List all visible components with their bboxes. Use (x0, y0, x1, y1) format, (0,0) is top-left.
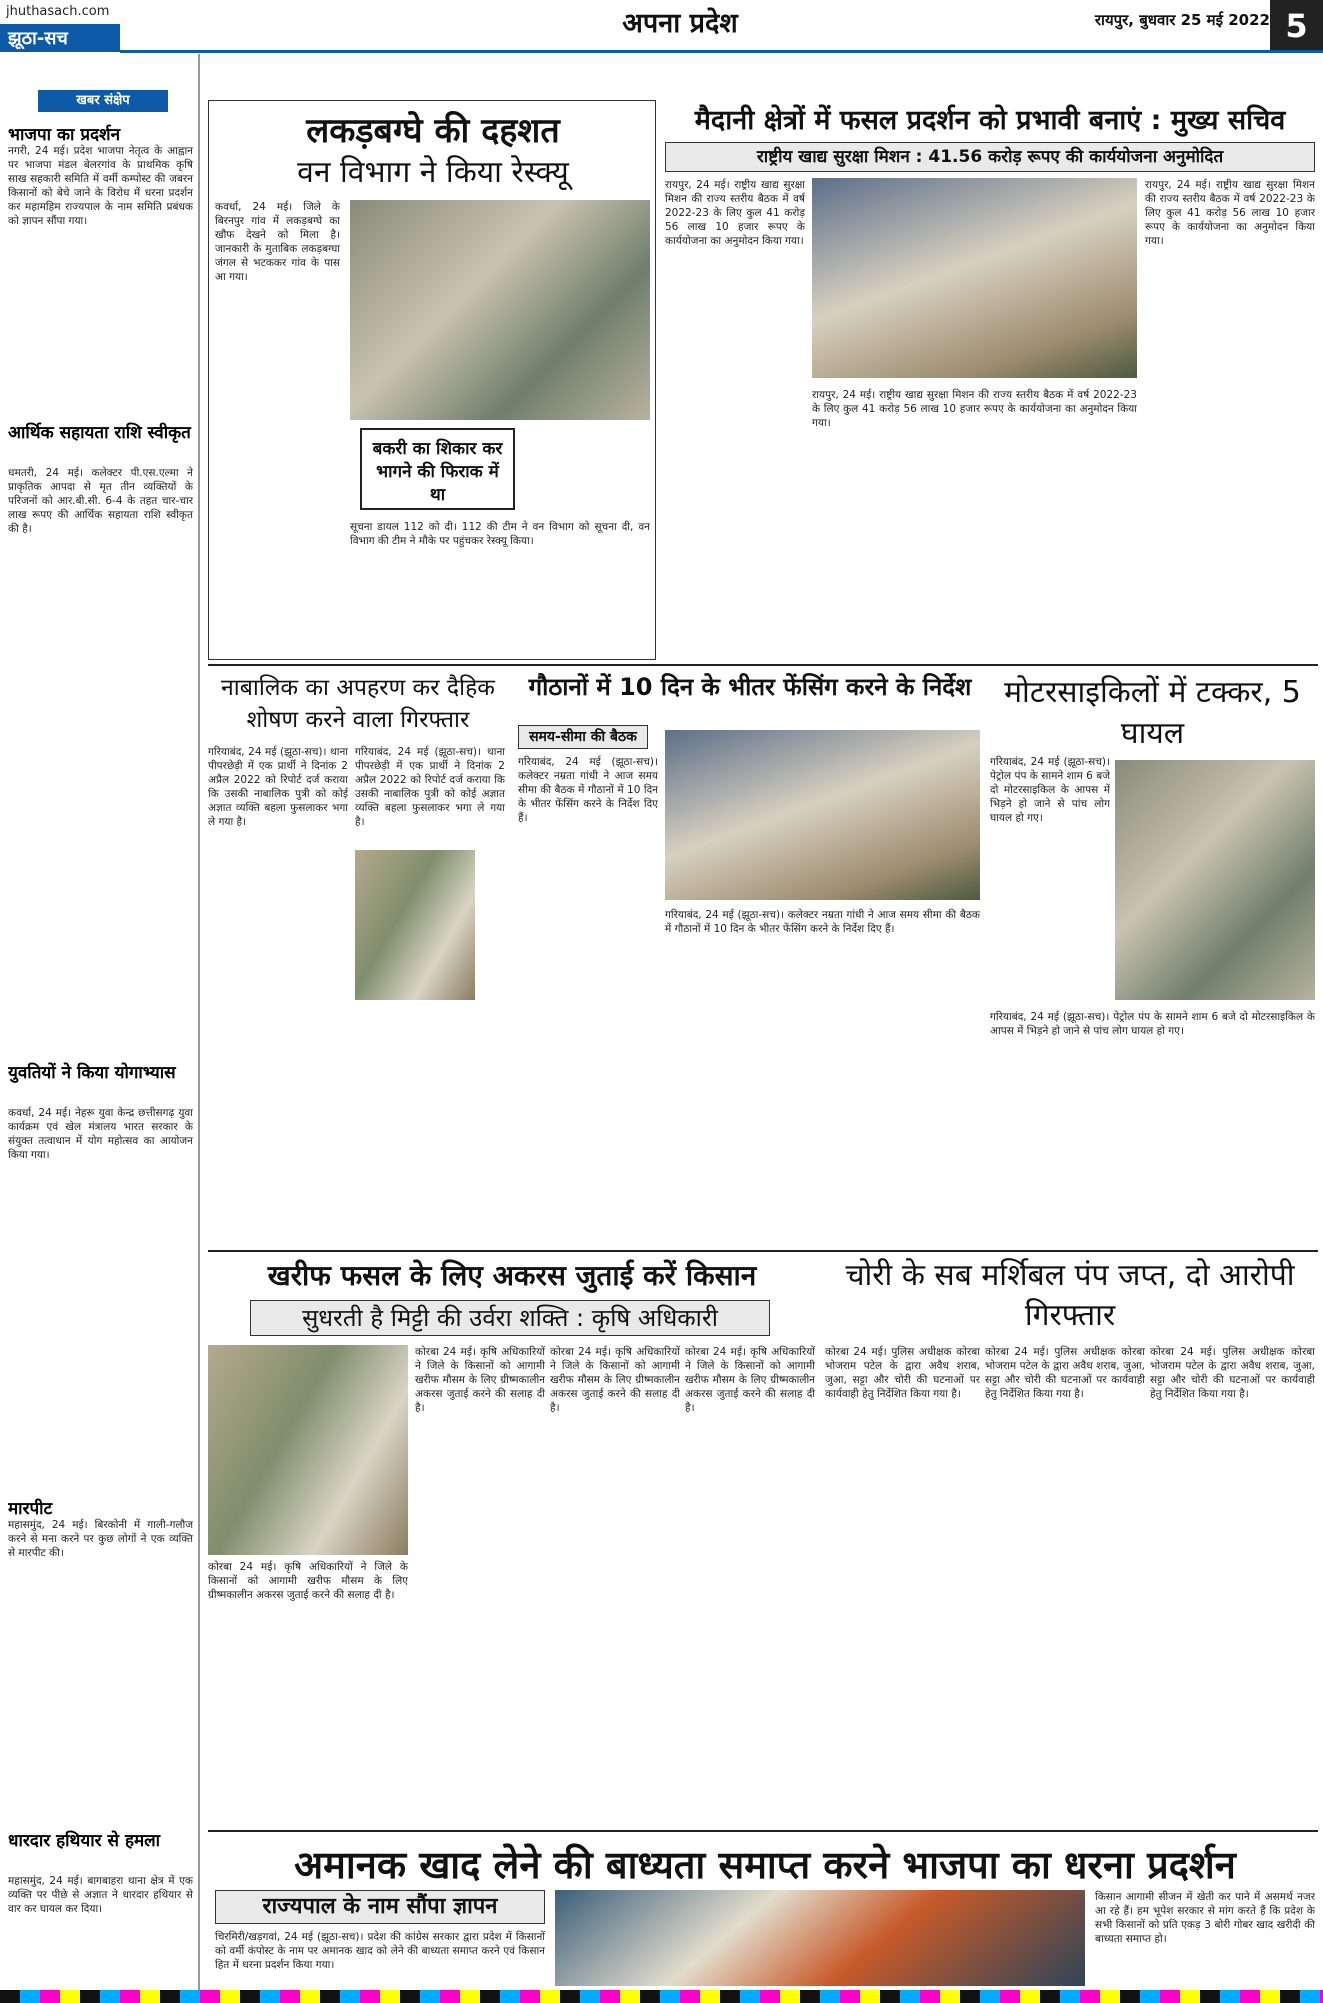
story-body: कोरबा 24 मई। कृषि अधिकारियों ने जिले के किसानों को आगामी खरीफ मौसम के लिए ग्रीष्मकालीन अकरस जुताई करने की सलाह दी है। (550, 1346, 680, 1414)
sidebar-item-body: कवर्धा, 24 मई। नेहरू युवा केन्द्र छत्तीसगढ़ युवा कार्यक्रम एवं खेल मंत्रालय भारत सरकार के संयुक्त तत्वाधान में योग महोत्सव का आयोजन किया गया। (8, 1107, 193, 1161)
sidebar-item-body: धमतरी, 24 मई। कलेक्टर पी.एस.एल्मा ने प्राकृतिक आपदा से मृत तीन व्यक्तियों के परिजनों को आर.बी.सी. 6-4 के तहत चार-चार लाख रूपए की आर्थिक सहायता राशि स्वीकृत की है। (8, 467, 193, 535)
ploughing-photo (208, 1345, 408, 1555)
callout-box: बकरी का शिकार कर भागने की फिराक में था (360, 428, 515, 510)
divider (208, 1830, 1318, 1832)
masthead-rule (120, 50, 1323, 53)
headline: खरीफ फसल के लिए अकरस जुताई करें किसान (267, 1259, 757, 1292)
sidebar-item-title: भाजपा का प्रदर्शन (8, 125, 121, 145)
subheadline: सुधरती है मिट्टी की उर्वरा शक्ति : कृषि अधिकारी (250, 1300, 770, 1336)
headline: मैदानी क्षेत्रों में फसल प्रदर्शन को प्रभावी बनाएं : मुख्य सचिव (694, 105, 1286, 136)
accident-photo (1115, 760, 1315, 1000)
page-number: 5 (1270, 0, 1323, 52)
story-body: कोरबा 24 मई। पुलिस अधीक्षक कोरबा भोजराम पटेल के द्वारा अवैध शराब, जुआ, सट्टा और चोरी की घटनाओं पर कार्यवाही हेतु निर्देशित किया गया है। (985, 1346, 1145, 1400)
headline: चोरी के सब मर्शिबल पंप जप्त, दो आरोपी गिरफ्तार (845, 1258, 1295, 1333)
story-body: गरियाबंद, 24 मई (झूठा-सच)। पेट्रोल पंप के सामने शाम 6 बजे दो मोटरसाइकिल के आपस में भिड़ने हो जाने से पांच लोग घायल हो गए। (990, 756, 1110, 824)
sidebar-item-title: मारपीट (8, 1499, 53, 1519)
story-body: गरियाबंद, 24 मई (झूठा-सच)। थाना पीपरछेड़ी में एक प्रार्थी ने दिनांक 2 अप्रैल 2022 को रिपोर्ट दर्ज कराया कि उसकी नाबालिक पुत्री को कोई अज्ञात व्यक्ति बहला फुसलाकर भगा ले गया है। (355, 746, 505, 828)
headline: गौठानों में 10 दिन के भीतर फेंसिंग करने के निर्देश (528, 673, 972, 701)
story-body: किसान आगामी सीजन में खेती कर पाने में असमर्थ नजर आ रहे हैं। हम भूपेश सरकार से मांग करते हैं कि प्रदेश के सभी किसानों को प्रति एकड़ 3 बोरी गोबर खाद खरीदी की बाध्यता समाप्त हो। (1095, 1891, 1315, 1945)
site-url: jhuthasach.com (6, 4, 110, 19)
story-body: रायपुर, 24 मई। राष्ट्रीय खाद्य सुरक्षा मिशन की राज्य स्तरीय बैठक में वर्ष 2022-23 के लिए कुल 41 करोड़ 56 लाख 10 हजार रूपए के कार्ययोजना का अनुमोदन किया गया। (1145, 179, 1315, 247)
accused-photo (355, 850, 475, 1000)
story-body: गरियाबंद, 24 मई (झूठा-सच)। कलेक्टर नम्रता गांधी ने आज समय सीमा की बैठक में गौठानों में 10 दिन के भीतर फेंसिंग करने के निर्देश दिए हैं। (665, 909, 980, 935)
divider (208, 664, 1318, 666)
hyena-rescue-photo (350, 200, 650, 420)
story-body: गरियाबंद, 24 मई (झूठा-सच)। थाना पीपरछेड़ी में एक प्रार्थी ने दिनांक 2 अप्रैल 2022 को रिपोर्ट दर्ज कराया कि उसकी नाबालिक पुत्री को कोई अज्ञात व्यक्ति बहला फुसलाकर भगा ले गया है। (208, 746, 348, 828)
headline: नाबालिक का अपहरण कर दैहिक शोषण करने वाला गिरफ्तार (221, 675, 495, 733)
sidebar-item-body: महासमुंद, 24 मई। बिरकोनी में गाली-गलौज करने से मना करने पर कुछ लोगों ने एक व्यक्ति से मारपीट की। (8, 1519, 193, 1559)
story-body: कोरबा 24 मई। कृषि अधिकारियों ने जिले के किसानों को आगामी खरीफ मौसम के लिए ग्रीष्मकालीन अकरस जुताई करने की सलाह दी है। (208, 1561, 408, 1601)
story-body: सूचना डायल 112 को दी। 112 की टीम ने वन विभाग को सूचना दी, वन विभाग की टीम ने मौके पर पहुंचकर रेस्क्यू किया। (350, 521, 650, 547)
subheadline: राज्यपाल के नाम सौंपा ज्ञापन (215, 1890, 545, 1924)
story-body: गरियाबंद, 24 मई (झूठा-सच)। कलेक्टर नम्रता गांधी ने आज समय सीमा की बैठक में गौठानों में 10 दिन के भीतर फेंसिंग करने के निर्देश दिए हैं। (518, 756, 658, 824)
story-body: रायपुर, 24 मई। राष्ट्रीय खाद्य सुरक्षा मिशन की राज्य स्तरीय बैठक में वर्ष 2022-23 के लिए कुल 41 करोड़ 56 लाख 10 हजार रूपए के कार्ययोजना का अनुमोदन किया गया। (812, 389, 1137, 429)
sidebar-item-title: आर्थिक सहायता राशि स्वीकृत (8, 423, 191, 443)
sidebar-header: खबर संक्षेप (38, 90, 168, 112)
sidebar-item-title: धारदार हथियार से हमला (8, 1831, 161, 1851)
section-title: अपना प्रदेश (622, 8, 738, 39)
dateline: रायपुर, बुधवार 25 मई 2022 (1094, 11, 1270, 29)
divider (208, 1250, 1318, 1252)
story-body: कोरबा 24 मई। पुलिस अधीक्षक कोरबा भोजराम पटेल के द्वारा अवैध शराब, जुआ, सट्टा और चोरी की घटनाओं पर कार्यवाही हेतु निर्देशित किया गया है। (825, 1346, 980, 1400)
story-body: कोरबा 24 मई। कृषि अधिकारियों ने जिले के किसानों को आगामी खरीफ मौसम के लिए ग्रीष्मकालीन अकरस जुताई करने की सलाह दी है। (415, 1346, 545, 1414)
kicker: राष्ट्रीय खाद्य सुरक्षा मिशन : 41.56 करोड़ रूपए की कार्ययोजना अनुमोदित (665, 142, 1315, 172)
color-registration-strip (0, 1990, 1323, 2003)
story-body: गरियाबंद, 24 मई (झूठा-सच)। पेट्रोल पंप के सामने शाम 6 बजे दो मोटरसाइकिल के आपस में भिड़ने हो जाने से पांच लोग घायल हो गए। (990, 1011, 1315, 1037)
meeting-photo (812, 178, 1137, 378)
story-body: चिरमिरी/खड़गवां, 24 मई (झूठा-सच)। प्रदेश की कांग्रेस सरकार द्वारा प्रदेश में किसानों को वर्मी कंपोस्ट के नाम पर अमानक खाद को लेने की बाध्यता समाप्त करने एवं किसान हित में धरना प्रदर्शन किया गया। (215, 1931, 545, 1971)
sidebar-item-body: नगरी, 24 मई। प्रदेश भाजपा नेतृत्व के आह्वान पर भाजपा मंडल बेलरगांव के प्राथमिक कृषि साख सहकारी समिति में वर्मी कम्पोस्ट की जबरन किसानों को बेचे जाने के विरोध में धरना प्रदर्शन कर महामहिम राज्यपाल के नाम समिति प्रबंधक को ज्ञापन सौंपा गया। (8, 145, 193, 227)
kicker: समय-सीमा की बैठक (518, 725, 648, 749)
meeting-photo (665, 730, 980, 900)
subheadline: वन विभाग ने किया रेस्क्यू (297, 155, 569, 190)
story-body: कवर्धा, 24 मई। जिले के बिरनपुर गांव में लकड़बग्घे का खौफ देखने को मिला है। जानकारी के मुताबिक लकड़बग्घा जंगल से भटककर गांव के पास आ गया। (215, 201, 340, 283)
sidebar-item-title: युवतियों ने किया योगाभ्यास (8, 1063, 176, 1083)
story-body: रायपुर, 24 मई। राष्ट्रीय खाद्य सुरक्षा मिशन की राज्य स्तरीय बैठक में वर्ष 2022-23 के लिए कुल 41 करोड़ 56 लाख 10 हजार रूपए के कार्ययोजना का अनुमोदन किया गया। (665, 179, 805, 247)
headline: मोटरसाइकिलों में टक्कर, 5 घायल (1004, 675, 1301, 751)
headline: लकड़बग्घे की दहशत (306, 111, 560, 151)
sidebar-item-body: महासमुंद, 24 मई। बागबाहरा थाना क्षेत्र में एक व्यक्ति पर पीछे से अज्ञात ने धारदार हथियार से वार कर घायल कर दिया। (8, 1875, 193, 1915)
protest-photo (555, 1890, 1085, 1986)
headline: अमानक खाद लेने की बाध्यता समाप्त करने भाजपा का धरना प्रदर्शन (294, 1843, 1236, 1887)
story-body: कोरबा 24 मई। पुलिस अधीक्षक कोरबा भोजराम पटेल के द्वारा अवैध शराब, जुआ, सट्टा और चोरी की घटनाओं पर कार्यवाही हेतु निर्देशित किया गया है। (1150, 1346, 1315, 1400)
brand-logo: झूठा-सच (0, 24, 120, 52)
story-body: कोरबा 24 मई। कृषि अधिकारियों ने जिले के किसानों को आगामी खरीफ मौसम के लिए ग्रीष्मकालीन अकरस जुताई करने की सलाह दी है। (685, 1346, 815, 1414)
